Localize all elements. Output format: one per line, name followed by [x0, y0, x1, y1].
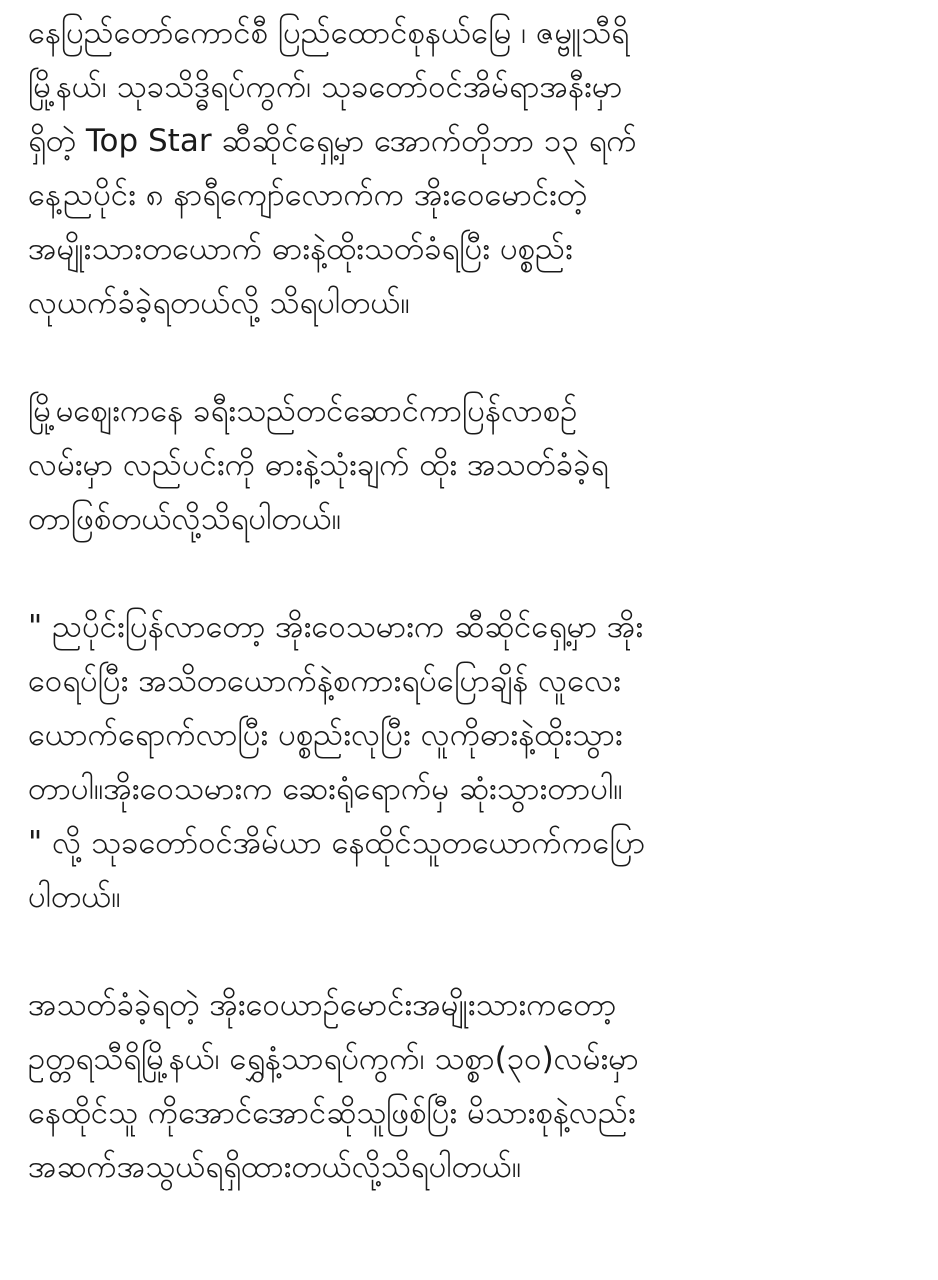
- paragraph-line: အမျိုးသားတယောက် ဓားနဲ့ထိုးသတ်ခံရပြီး ပစ္စည်း: [28, 231, 573, 267]
- paragraph-line: ဝေရပ်ပြီး အသိတယောက်နဲ့စကားရပ်ပြောချိန် လူလေး: [28, 663, 621, 699]
- paragraph-spacer: [28, 924, 916, 978]
- paragraph-line: လုယက်ခံခဲ့ရတယ်လို့ သိရပါတယ်။: [28, 285, 410, 321]
- paragraph-line: " ညပိုင်းပြန်လာတော့ အိုးဝေသမားက ဆီဆိုင်ရှေ့မှာ အိုး: [28, 609, 644, 645]
- paragraph-route: [28, 384, 916, 546]
- paragraph-line: တာဖြစ်တယ်လို့သိရပါတယ်။: [28, 501, 342, 537]
- paragraph-line: မြို့နယ်၊ သုခသိဒ္ဓိရပ်ကွက်၊ သုခတော်ဝင်အိမ်ရာအနီးမှာ: [28, 69, 623, 105]
- paragraph-line: ရှိတဲ့ Top Star ဆီဆိုင်ရှေ့မှာ အောက်တိုဘာ ၁၃ ရက်: [28, 123, 637, 159]
- paragraph-line: ယောက်ရောက်လာပြီး ပစ္စည်းလုပြီး လူကိုဓားနဲ့ထိုးသွား: [28, 717, 623, 753]
- paragraph-line: အဆက်အသွယ်ရရှိထားတယ်လို့သိရပါတယ်။: [28, 1149, 522, 1185]
- paragraph-line: တာပါ။အိုးဝေသမားက ဆေးရုံရောက်မှ ဆုံးသွားတာပါ။: [28, 771, 623, 807]
- paragraph-line: လမ်းမှာ လည်ပင်းကို ဓားနဲ့သုံးချက် ထိုး အသတ်ခံခဲ့ရ: [28, 447, 609, 483]
- paragraph-line: နေထိုင်သူ ကိုအောင်အောင်ဆိုသူဖြစ်ပြီး မိသားစုနဲ့လည်း: [28, 1095, 636, 1131]
- paragraph-spacer: [28, 546, 916, 600]
- paragraph-line: မြို့မဈေးကနေ ခရီးသည်တင်ဆောင်ကာပြန်လာစဉ်: [28, 393, 578, 429]
- paragraph-line: အသတ်ခံခဲ့ရတဲ့ အိုးဝေယာဉ်မောင်းအမျိုးသားကတော့: [28, 987, 617, 1023]
- paragraph-incident: [28, 6, 916, 330]
- paragraph-quote: [28, 600, 916, 924]
- paragraph-line: နေပြည်တော်ကောင်စီ ပြည်ထောင်စုနယ်မြေ ၊ ဇမ္ဗူသီရိ: [28, 15, 629, 51]
- paragraph-line: " လို့ သုခတော်ဝင်အိမ်ယာ နေထိုင်သူတယောက်ကပြော: [28, 825, 646, 861]
- paragraph-line: နေ့ညပိုင်း ၈ နာရီကျော်လောက်က အိုးဝေမောင်းတဲ့: [28, 177, 588, 213]
- paragraph-spacer: [28, 330, 916, 384]
- paragraph-victim: [28, 978, 916, 1194]
- paragraph-line: ပါတယ်။: [28, 879, 121, 915]
- paragraph-line: ဥတ္တရသီရိမြို့နယ်၊ ရွှေနံ့သာရပ်ကွက်၊ သစ္စာ(၃၀)လမ်းမှာ: [28, 1041, 639, 1077]
